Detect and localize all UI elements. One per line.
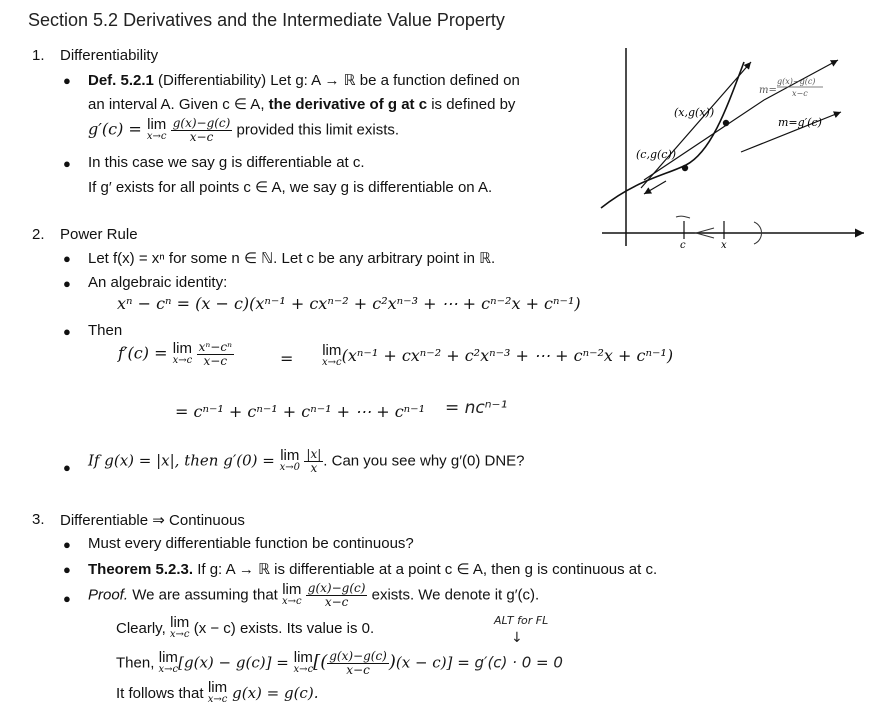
limit-operator: lim x→0 — [279, 446, 300, 473]
then-limit-line: Then, lim x→c [g(x) − g(c)] = lim x→c [( $\frac{g(x)-g(c)}{x-c}$ )(x − c)] = g′(c) · 0 = 0 — [116, 648, 563, 677]
definition-label: Def. 5.2.1 — [88, 72, 154, 89]
proof-text: We are assuming that — [128, 586, 282, 604]
differentiable-at-c-text: In this case we say g is differentiable at c. — [88, 154, 365, 171]
definition-line-1 — [88, 71, 520, 89]
bullet-icon: ● — [63, 591, 71, 606]
tangent-slope-label: m=g′(c) — [778, 116, 822, 129]
label-point-c: (c,g(c)) — [636, 148, 677, 161]
limit-operator: lim x→c — [322, 342, 342, 368]
differentiable-on-a-text: If g′ exists for all points c ∈ A, we say g is differentiable on A. — [88, 179, 493, 196]
definition-line-2 — [88, 95, 515, 113]
difference-quotient: $\frac{g(x)-g(c)}{x-c}$ — [172, 116, 231, 144]
theorem-text: If g: A → ℝ is differentiable at a point c ∈ A, then g is continuous at c. — [193, 561, 658, 578]
definition-line-2-start: an interval A. Given c ∈ A, — [88, 96, 269, 113]
down-arrow-icon: ↓ — [511, 630, 523, 646]
limit-operator: lim x→c — [282, 580, 302, 607]
tick-label-c: c — [680, 240, 686, 250]
bullet-icon: ● — [63, 460, 71, 475]
then-label: Then — [88, 322, 123, 339]
label-point-x: (x,g(x)) — [674, 106, 715, 119]
definition-line-2-end: is defined by — [427, 96, 516, 113]
definition-bold-phrase: the derivative of g at c — [268, 96, 428, 113]
tangent-arrow — [644, 181, 666, 194]
equals-sign: = — [280, 349, 294, 368]
algebraic-identity-label: An algebraic identity: — [88, 274, 228, 291]
provided-text: provided this limit exists. — [236, 121, 400, 139]
point-x — [723, 120, 729, 126]
power-rule-setup: Let f(x) = xⁿ for some n ∈ ℕ. Let c be any arbitrary point in ℝ. — [88, 250, 496, 267]
derivative-definition-formula — [88, 117, 399, 144]
tick-label-x: x — [721, 240, 727, 250]
theorem-statement — [88, 560, 657, 578]
function-curve — [601, 62, 744, 208]
bullet-icon: ● — [63, 562, 71, 577]
secant-tangent-diagram — [596, 40, 888, 250]
secant-slope-numerator: g(x)−g(c) — [777, 77, 816, 86]
point-c — [682, 165, 688, 171]
section-3-heading: Differentiable ⇒ Continuous — [60, 512, 245, 529]
limit-operator: lim x→c — [169, 614, 190, 640]
proof-label: Proof. — [88, 586, 129, 604]
gprime-label: g′(c) = — [88, 119, 147, 139]
definition-text: (Differentiability) Let g: A → ℝ be a function defined on — [153, 72, 520, 89]
page-title: Section 5.2 Derivatives and the Intermediate Value Property — [28, 10, 505, 30]
abs-example-start: If g(x) = |x|, then g′(0) = — [88, 451, 280, 470]
power-rule-limit-rhs — [322, 342, 674, 369]
clearly-line: Clearly, lim x→c (x − c) exists. Its value is 0. — [116, 614, 375, 640]
fprime-label: f′(c) = — [118, 343, 173, 363]
expanded-sum: (xⁿ⁻¹ + cxⁿ⁻² + c²xⁿ⁻³ + ⋯ + cⁿ⁻²x + cⁿ⁻¹) — [341, 346, 674, 366]
limit-operator: lim x→c — [158, 648, 179, 675]
section-2-heading: Power Rule — [60, 226, 138, 243]
abs-quotient: $\frac{|x|}{x}$ — [306, 447, 322, 475]
section-2-number: 2. — [32, 226, 45, 243]
secant-slope-denominator: x−c — [792, 89, 808, 98]
section-3-number: 3. — [32, 511, 45, 528]
proof-quotient: $\frac{g(x)-g(c)}{x-c}$ — [307, 581, 366, 609]
bullet-icon: ● — [63, 276, 71, 291]
secant-slope-label: m= — [759, 85, 777, 96]
handwritten-result: = ncⁿ⁻¹ — [445, 398, 508, 418]
section-1-number: 1. — [32, 47, 45, 64]
bullet-icon: ● — [63, 73, 71, 88]
limit-operator: lim x→c — [207, 679, 228, 705]
algebraic-identity: xⁿ − cⁿ = (x − c)(xⁿ⁻¹ + cxⁿ⁻² + c²xⁿ⁻³ + ⋯ + cⁿ⁻²x + cⁿ⁻¹) — [117, 294, 581, 313]
proof-first-line — [88, 582, 539, 609]
sum-of-terms: = cⁿ⁻¹ + cⁿ⁻¹ + cⁿ⁻¹ + ⋯ + cⁿ⁻¹ — [175, 402, 426, 421]
power-difference-quotient: $\frac{\text{xⁿ−cⁿ}}{x-c}$ — [198, 340, 232, 368]
limit-operator: lim x→c — [293, 648, 314, 675]
bullet-icon: ● — [63, 251, 71, 266]
abs-example-question: . Can you see why g′(0) DNE? — [323, 452, 525, 470]
absolute-value-example — [88, 448, 525, 475]
handwritten-note: ALT for FL — [494, 614, 549, 627]
secant-line — [641, 62, 751, 188]
bullet-icon: ● — [63, 156, 71, 171]
continuity-question: Must every differentiable function be continuous? — [88, 535, 414, 552]
then-quotient: $\frac{g(x)-g(c)}{x-c}$ — [329, 649, 387, 677]
conclusion-line: It follows that lim x→c g(x) = g(c). — [116, 679, 319, 705]
limit-operator: lim x→c — [146, 115, 167, 142]
handwritten-limit-result: = g′(c) · 0 = 0 — [457, 653, 563, 672]
theorem-label: Theorem 5.2.3. — [88, 561, 194, 578]
bullet-icon: ● — [63, 537, 71, 552]
proof-text-end: exists. We denote it g′(c). — [367, 586, 540, 604]
bullet-icon: ● — [63, 324, 71, 339]
limit-operator: lim x→c — [172, 339, 193, 366]
power-rule-derivation — [118, 341, 234, 368]
section-1-heading: Differentiability — [60, 47, 159, 64]
